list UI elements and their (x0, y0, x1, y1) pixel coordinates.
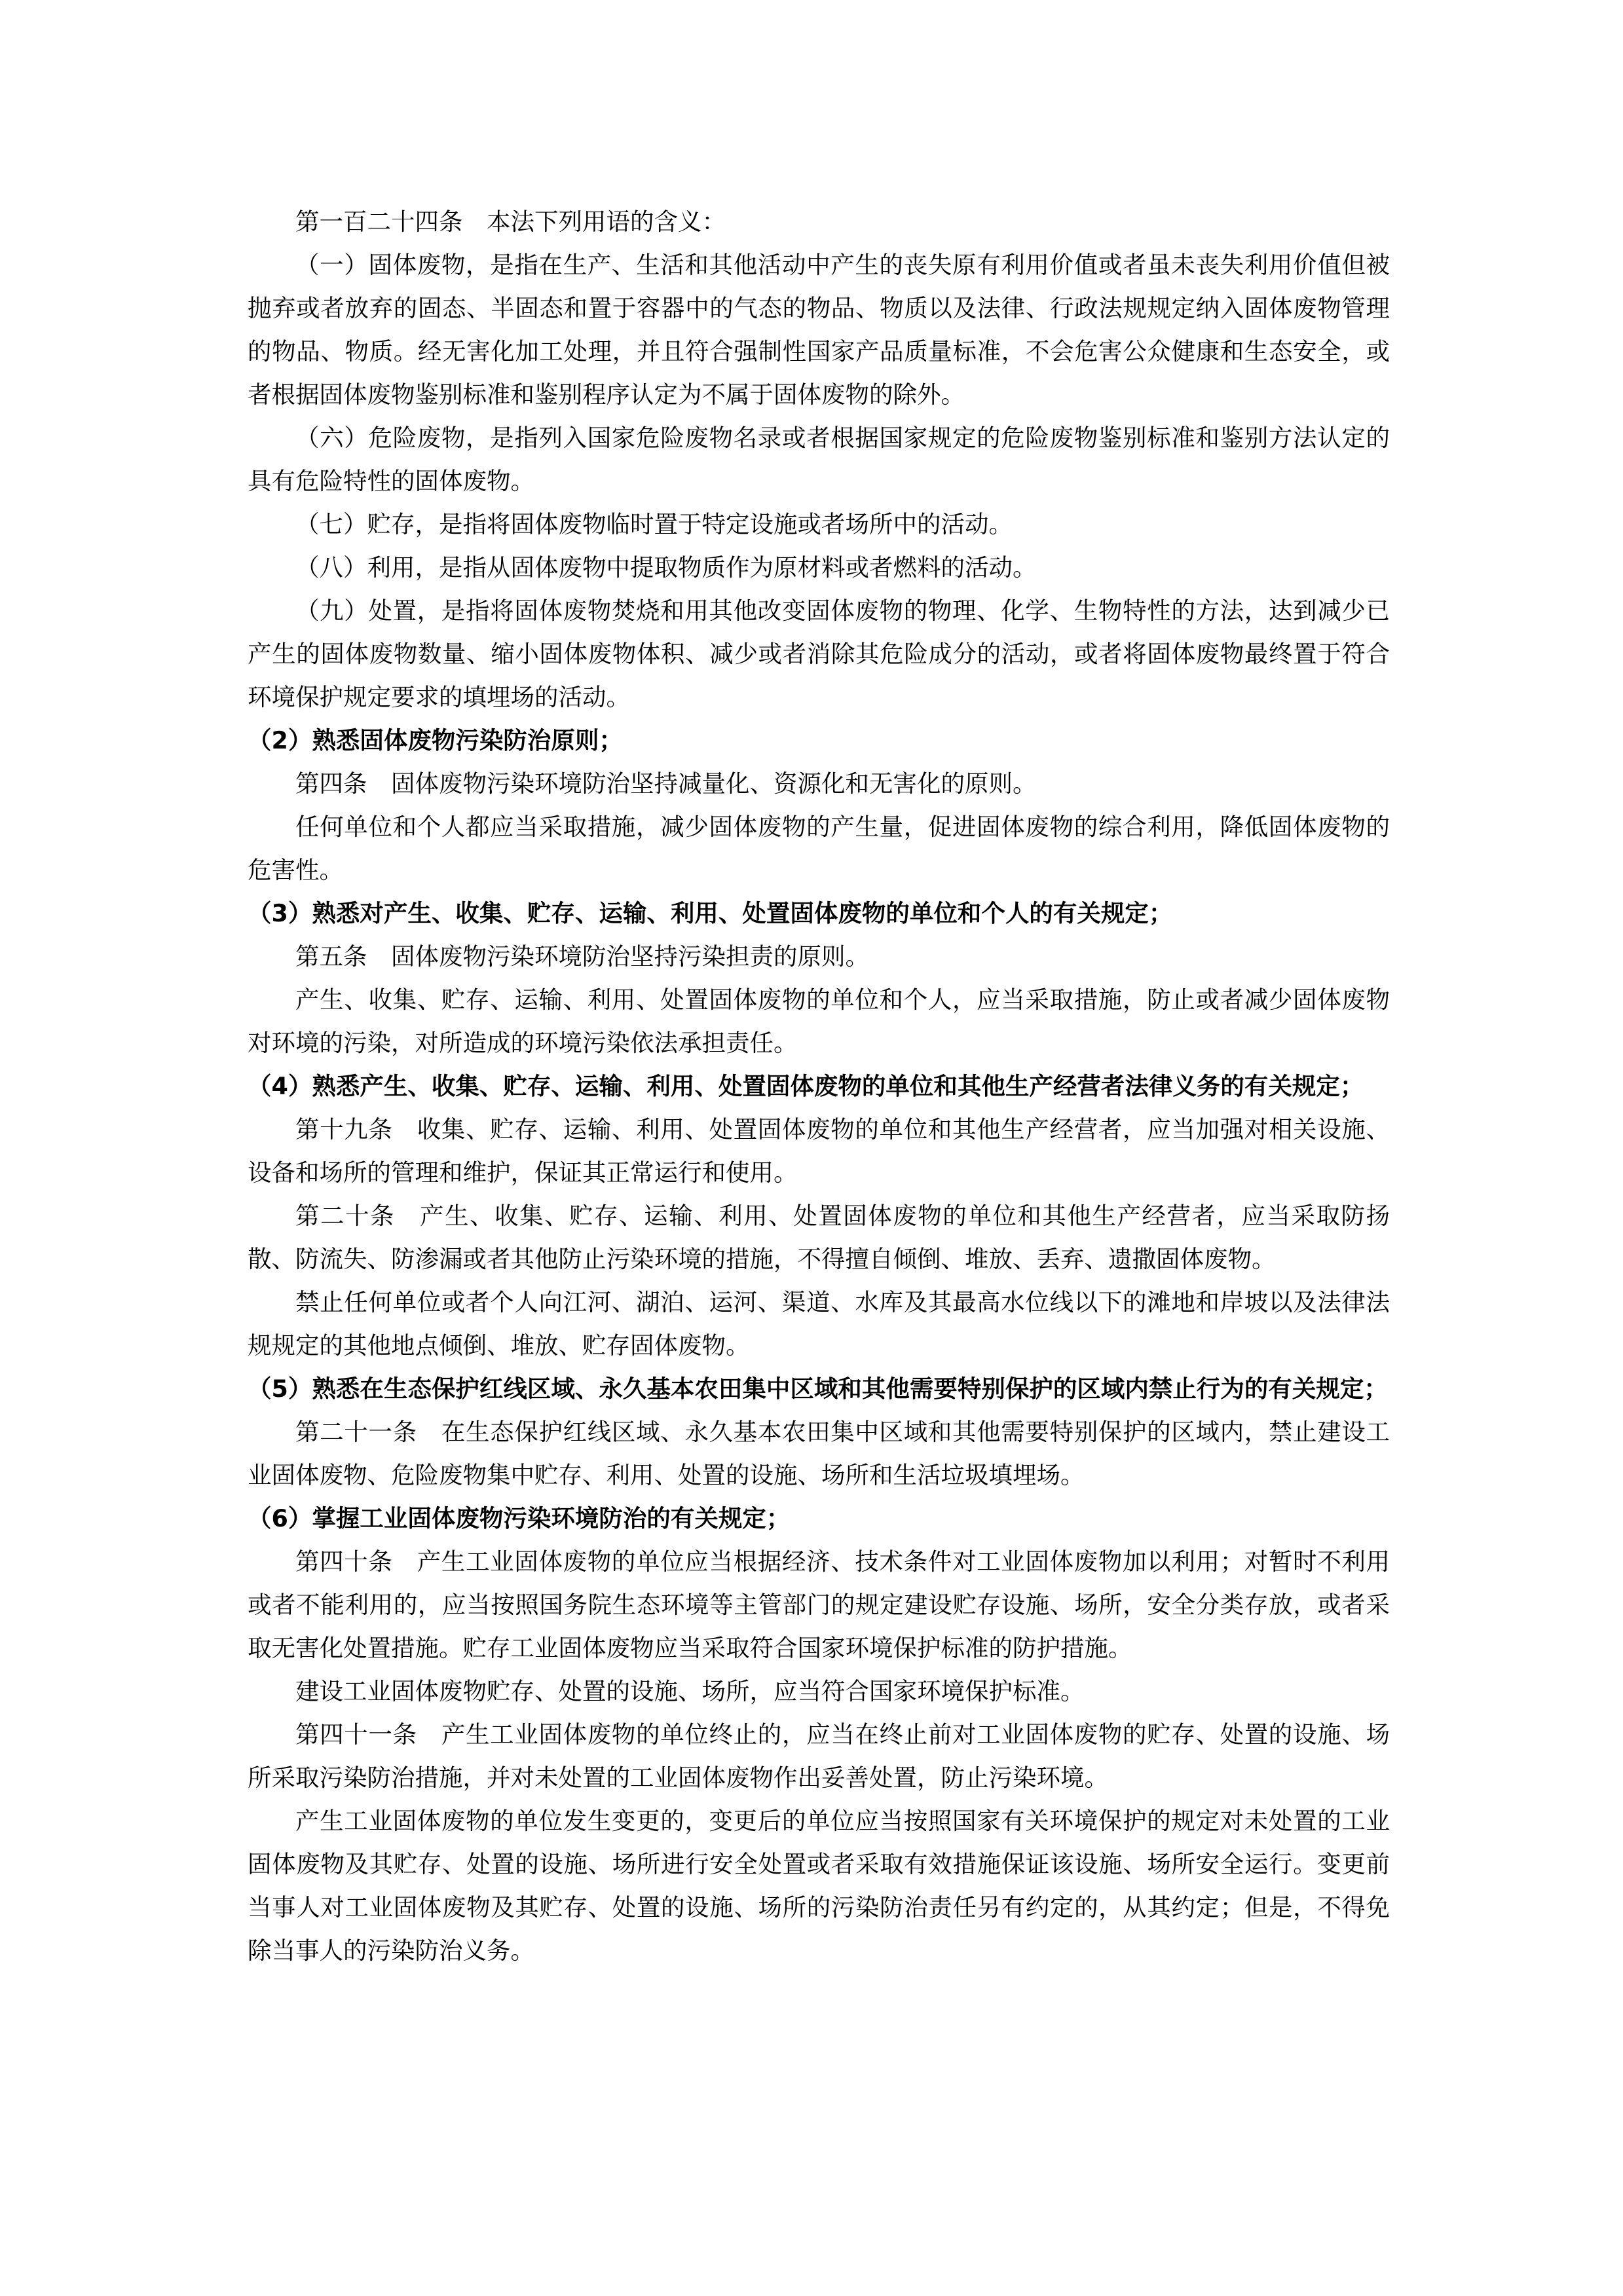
definition-solid-waste: （一）固体废物，是指在生产、生活和其他活动中产生的丧失原有利用价值或者虽未丧失利用价值但被抛弃或者放弃的固态、半固态和置于容器中的气态的物品、物质以及法律、行政法规规定纳入固体废物管理的物品、物质。经无害化加工处理，并且符合强制性国家产品质量标准，不会危害公众健康和生态安全，或者根据固体废物鉴别标准和鉴别程序认定为不属于固体废物的除外。 (248, 251, 1390, 409)
article-41: 第四十一条 产生工业固体废物的单位终止的，应当在终止前对工业固体废物的贮存、处置的设施、场所采取污染防治措施，并对未处置的工业固体废物作出妥善处置，防止污染环境。 (248, 1720, 1390, 1792)
article-20-paragraph-2: 禁止任何单位或者个人向江河、湖泊、运河、渠道、水库及其最高水位线以下的滩地和岸坡以及法律法规规定的其他地点倾倒、堆放、贮存固体废物。 (248, 1288, 1390, 1360)
document-page (248, 200, 1390, 1972)
article-5: 第五条 固体废物污染环境防治坚持污染担责的原则。 (295, 942, 869, 971)
article-40-paragraph-2: 建设工业固体废物贮存、处置的设施、场所，应当符合国家环境保护标准。 (295, 1677, 1085, 1705)
article-40: 第四十条 产生工业固体废物的单位应当根据经济、技术条件对工业固体废物加以利用；对暂时不利用或者不能利用的，应当按照国务院生态环境等主管部门的规定建设贮存设施、场所，安全分类存放，或者采取无害化处置措施。贮存工业固体废物应当采取符合国家环境保护标准的防护措施。 (248, 1547, 1390, 1662)
definition-storage: （七）贮存，是指将固体废物临时置于特定设施或者场所中的活动。 (295, 510, 1013, 538)
article-4-paragraph-2: 任何单位和个人都应当采取措施，减少固体废物的产生量，促进固体废物的综合利用，降低固体废物的危害性。 (248, 813, 1390, 884)
section-heading-6: （6）掌握工业固体废物污染环境防治的有关规定； (248, 1504, 791, 1532)
article-5-paragraph-2: 产生、收集、贮存、运输、利用、处置固体废物的单位和个人，应当采取措施，防止或者减少固体废物对环境的污染，对所造成的环境污染依法承担责任。 (248, 986, 1390, 1057)
section-heading-3: （3）熟悉对产生、收集、贮存、运输、利用、处置固体废物的单位和个人的有关规定； (248, 899, 1173, 927)
section-heading-2: （2）熟悉固体废物污染防治原则； (248, 726, 623, 754)
definition-utilization: （八）利用，是指从固体废物中提取物质作为原材料或者燃料的活动。 (295, 553, 1037, 582)
article-21: 第二十一条 在生态保护红线区域、永久基本农田集中区域和其他需要特别保护的区域内，禁止建设工业固体废物、危险废物集中贮存、利用、处置的设施、场所和生活垃圾填埋场。 (248, 1418, 1390, 1489)
article-4: 第四条 固体废物污染环境防治坚持减量化、资源化和无害化的原则。 (295, 769, 1037, 798)
section-heading-4: （4）熟悉产生、收集、贮存、运输、利用、处置固体废物的单位和其他生产经营者法律义务的有关规定； (248, 1072, 1364, 1100)
article-19: 第十九条 收集、贮存、运输、利用、处置固体废物的单位和其他生产经营者，应当加强对相关设施、设备和场所的管理和维护，保证其正常运行和使用。 (248, 1115, 1390, 1187)
section-heading-5: （5）熟悉在生态保护红线区域、永久基本农田集中区域和其他需要特别保护的区域内禁止行为的有关规定； (248, 1375, 1388, 1403)
article-124-intro: 第一百二十四条 本法下列用语的含义： (295, 208, 726, 236)
article-41-paragraph-2: 产生工业固体废物的单位发生变更的，变更后的单位应当按照国家有关环境保护的规定对未处置的工业固体废物及其贮存、处置的设施、场所进行安全处置或者采取有效措施保证该设施、场所安全运行。变更前当事人对工业固体废物及其贮存、处置的设施、场所的污染防治责任另有约定的，从其约定；但是，不得免除当事人的污染防治义务。 (248, 1807, 1390, 1965)
article-20: 第二十条 产生、收集、贮存、运输、利用、处置固体废物的单位和其他生产经营者，应当采取防扬散、防流失、防渗漏或者其他防止污染环境的措施，不得擅自倾倒、堆放、丢弃、遗撒固体废物。 (248, 1202, 1390, 1273)
definition-hazardous-waste: （六）危险废物，是指列入国家危险废物名录或者根据国家规定的危险废物鉴别标准和鉴别方法认定的具有危险特性的固体废物。 (248, 424, 1390, 495)
definition-disposal: （九）处置，是指将固体废物焚烧和用其他改变固体废物的物理、化学、生物特性的方法，达到减少已产生的固体废物数量、缩小固体废物体积、减少或者消除其危险成分的活动，或者将固体废物最终置于符合环境保护规定要求的填埋场的活动。 (248, 597, 1390, 711)
